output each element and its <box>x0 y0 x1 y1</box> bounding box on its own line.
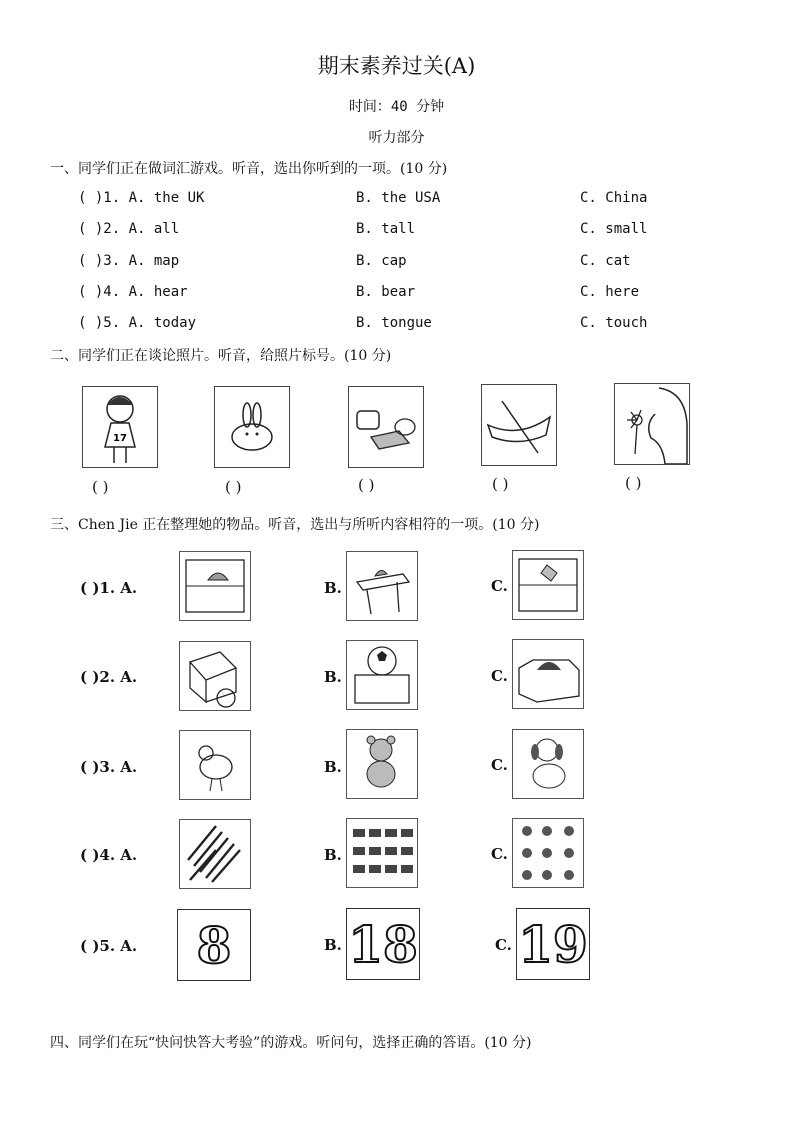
option-b-label[interactable]: B. <box>324 579 342 597</box>
question-row <box>78 253 758 273</box>
question-option-b[interactable]: B. cap <box>356 253 407 269</box>
question-option-c[interactable]: C. touch <box>580 315 648 331</box>
bird-image <box>179 730 251 800</box>
question-row <box>78 190 758 210</box>
pencils-image <box>179 819 251 889</box>
question-option-a[interactable]: ( )5. A. today <box>78 315 197 331</box>
section-1-heading: 一、同学们正在做词汇游戏。听音，选出你听到的一项。(10 分) <box>50 161 448 177</box>
number-option-c: 19 <box>516 908 590 980</box>
boy-picture <box>82 386 158 468</box>
option-b-label[interactable]: B. <box>324 936 342 954</box>
question-option-b[interactable]: B. tongue <box>356 315 432 331</box>
question-option-a[interactable]: ( )1. A. the UK <box>78 190 205 206</box>
question-option-b[interactable]: B. tall <box>356 221 416 237</box>
answer-blank[interactable]: ( ) <box>92 478 109 496</box>
question-number[interactable]: ( )4. A. <box>80 846 138 864</box>
number-option-b: 18 <box>346 908 420 980</box>
section-2-heading: 二、同学们正在谈论照片。听音，给照片标号。(10 分) <box>50 348 392 364</box>
option-c-label[interactable]: C. <box>491 845 508 863</box>
answer-blank[interactable]: ( ) <box>625 474 642 492</box>
teddy-bear-image <box>346 729 418 799</box>
number-option-a: 8 <box>177 909 251 981</box>
ball-beside-box-image <box>179 641 251 711</box>
answer-blank[interactable]: ( ) <box>358 476 375 494</box>
option-c-label[interactable]: C. <box>491 577 508 595</box>
question-option-c[interactable]: C. China <box>580 190 648 206</box>
question-option-b[interactable]: B. the USA <box>356 190 441 206</box>
question-option-c[interactable]: C. small <box>580 221 648 237</box>
cap-on-desk-image <box>346 551 418 621</box>
option-b-label[interactable]: B. <box>324 668 342 686</box>
bread-picture <box>348 386 424 468</box>
option-b-label[interactable]: B. <box>324 758 342 776</box>
option-c-label[interactable]: C. <box>491 756 508 774</box>
question-number[interactable]: ( )3. A. <box>80 758 138 776</box>
question-option-b[interactable]: B. bear <box>356 284 416 300</box>
time-limit: 时间：40 分钟 <box>348 99 445 115</box>
question-option-a[interactable]: ( )4. A. hear <box>78 284 188 300</box>
question-number[interactable]: ( )1. A. <box>80 579 138 597</box>
dog-image <box>512 729 584 799</box>
rabbit-picture <box>214 386 290 468</box>
flower-picture <box>614 383 690 465</box>
ball-in-box-image <box>512 639 584 709</box>
cars-image <box>346 818 418 888</box>
question-row <box>78 284 758 304</box>
option-b-label[interactable]: B. <box>324 846 342 864</box>
shirt-number: 17 <box>113 433 127 444</box>
option-c-label[interactable]: C. <box>495 936 512 954</box>
question-option-c[interactable]: C. cat <box>580 253 631 269</box>
answer-blank[interactable]: ( ) <box>225 478 242 496</box>
section-3-heading: 三、Chen Jie 正在整理她的物品。听音，选出与所听内容相符的一项。(10 分) <box>50 517 540 533</box>
part-heading: 听力部分 <box>368 130 425 146</box>
answer-blank[interactable]: ( ) <box>492 475 509 493</box>
question-number[interactable]: ( )5. A. <box>80 937 138 955</box>
section-4-heading: 四、同学们在玩“快问快答大考验”的游戏。听问句，选择正确的答语。(10 分) <box>50 1035 532 1051</box>
boat-picture <box>481 384 557 466</box>
question-row <box>78 221 758 241</box>
question-option-a[interactable]: ( )3. A. map <box>78 253 180 269</box>
kite-on-shelf-image <box>512 550 584 620</box>
cap-on-shelf-image <box>179 551 251 621</box>
question-option-a[interactable]: ( )2. A. all <box>78 221 180 237</box>
carrots-image <box>512 818 584 888</box>
option-c-label[interactable]: C. <box>491 667 508 685</box>
question-row <box>78 315 758 335</box>
page-title: 期末素养过关(A) <box>317 54 476 78</box>
question-number[interactable]: ( )2. A. <box>80 668 138 686</box>
question-option-c[interactable]: C. here <box>580 284 640 300</box>
ball-on-box-image <box>346 640 418 710</box>
